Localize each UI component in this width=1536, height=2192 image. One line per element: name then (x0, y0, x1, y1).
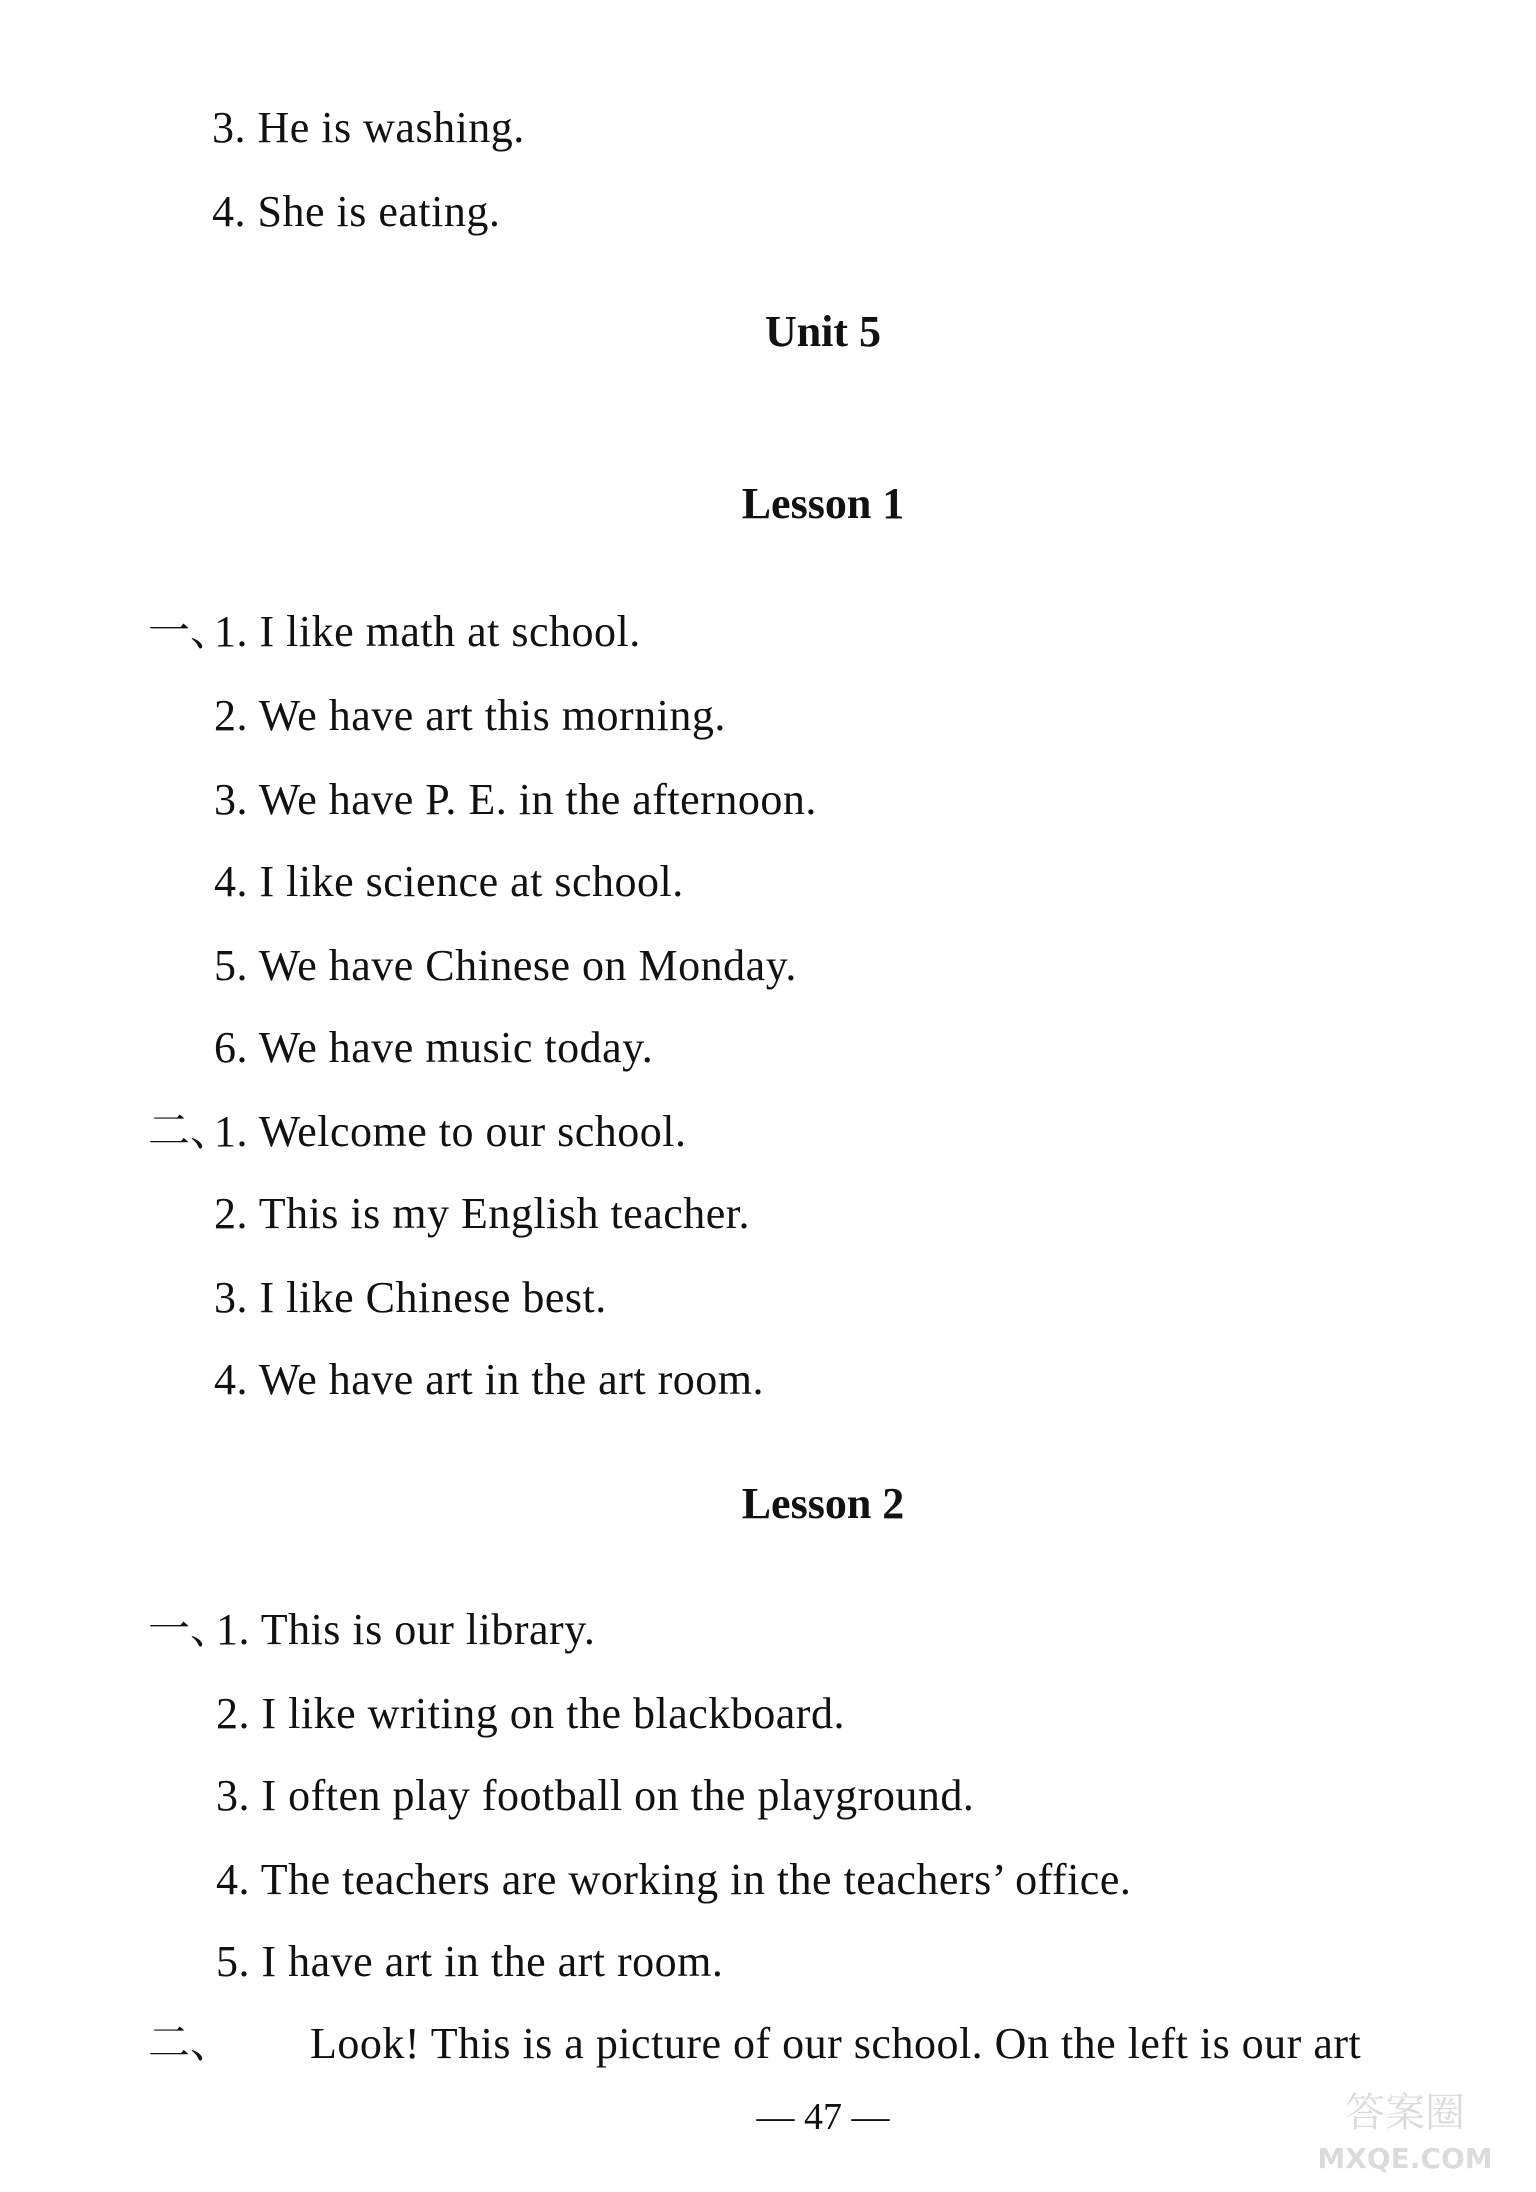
answer-line: 3. We have P. E. in the afternoon. (214, 775, 817, 824)
page-number: — 47 — (756, 2096, 890, 2138)
section-marker: 一、 (148, 1607, 233, 1653)
answer-line: 3. I like Chinese best. (214, 1273, 607, 1322)
answer-line: 3. He is washing. (212, 103, 525, 152)
passage-line: Look! This is a picture of our school. On the left is our art (310, 2019, 1362, 2068)
answer-line: 1. This is our library. (216, 1605, 596, 1654)
lesson-title: Lesson 2 (741, 1479, 905, 1528)
answer-line: 4. I like science at school. (214, 857, 684, 906)
answer-line: 1. I like math at school. (214, 607, 641, 656)
answer-line: 2. We have art this morning. (214, 691, 726, 740)
unit-title: Unit 5 (764, 307, 882, 356)
answer-line: 5. I have art in the art room. (216, 1937, 724, 1986)
answer-line: 4. We have art in the art room. (214, 1355, 764, 1404)
section-marker: 二、 (148, 1109, 233, 1155)
answer-line: 1. Welcome to our school. (214, 1107, 687, 1156)
watermark-logo (1310, 2078, 1500, 2178)
answer-line: 2. This is my English teacher. (214, 1189, 751, 1238)
watermark-glyphs: 答案圈 (1345, 2090, 1465, 2136)
lesson-title: Lesson 1 (741, 479, 905, 528)
answer-line: 4. She is eating. (212, 187, 501, 236)
answer-line: 4. The teachers are working in the teachers’ office. (216, 1855, 1132, 1904)
answer-line: 3. I often play football on the playground. (216, 1771, 975, 1820)
watermark-text: MXQE.COM (1317, 2142, 1493, 2175)
answer-line: 2. I like writing on the blackboard. (216, 1689, 845, 1738)
answer-line: 5. We have Chinese on Monday. (214, 941, 797, 990)
answer-line: 6. We have music today. (214, 1023, 654, 1072)
section-marker: 二、 (148, 2021, 233, 2067)
section-marker: 一、 (148, 609, 233, 655)
